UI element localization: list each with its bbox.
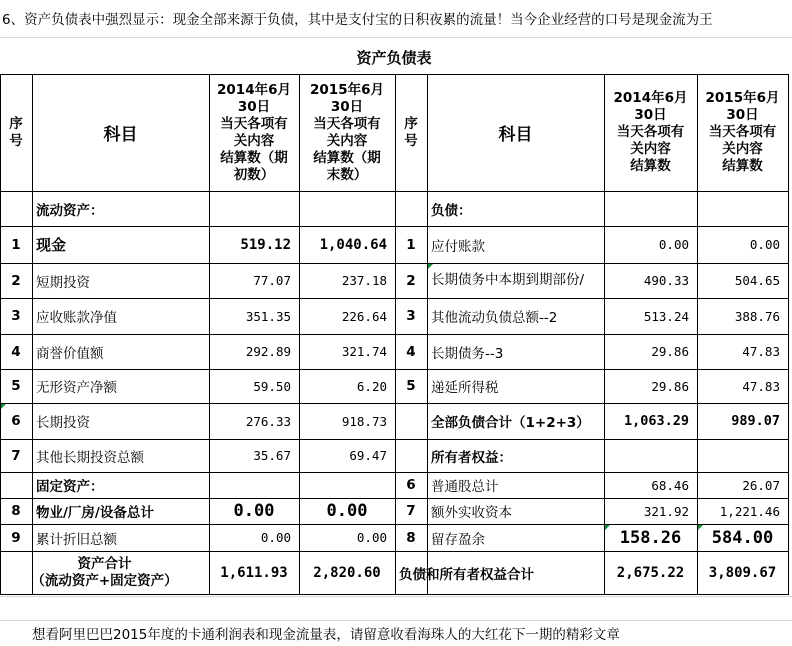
- row-number-right: 6: [406, 477, 416, 493]
- row-value-2014: [209, 472, 299, 498]
- header-line: 关内容: [233, 132, 275, 149]
- row-value-2015: [299, 191, 395, 226]
- row-subject-right: 递延所得税: [431, 380, 499, 396]
- header-line: 2015年6月: [705, 90, 780, 106]
- subject-header-right: 科目: [498, 125, 533, 145]
- row-value-2015-right: 388.76: [734, 308, 780, 324]
- row-subject-right: 额外实收资本: [431, 505, 512, 521]
- row-subject: 流动资产：: [36, 202, 104, 219]
- left-col1-header: [209, 74, 299, 191]
- row-subject-right: 全部负债合计（1+2+3）: [431, 415, 590, 431]
- intro-text: 6、资产负债表中强烈显示：现金全部来源于负债，其中是支付宝的日积夜累的流量！当今企业经营的口号是现金流为王: [2, 12, 713, 28]
- row-value-2014-right: 321.92: [643, 503, 689, 519]
- seq-header: 序 号: [9, 115, 23, 149]
- row-number-right: 2: [406, 272, 416, 289]
- header-line: 关内容: [326, 132, 368, 149]
- seq-header-right: 序 号: [404, 115, 418, 149]
- row-value-2015-right: [697, 439, 788, 472]
- grid-line: [0, 596, 792, 597]
- left-col2-header: [299, 74, 395, 191]
- total-liabilities-equity-label: 负债和所有者权益合计: [399, 566, 534, 583]
- row-subject: 固定资产：: [36, 479, 104, 495]
- header-line: 2014年6月: [613, 90, 688, 106]
- row-value-2014-right: 158.26: [619, 527, 682, 548]
- header-line: 结算数: [630, 158, 671, 174]
- row-value-2014: 77.07: [253, 273, 291, 288]
- header-line: 当天各项有: [616, 124, 685, 140]
- right-col2-header: [697, 74, 788, 191]
- row-value-2014: 292.89: [245, 344, 291, 359]
- row-value-2014: 351.35: [245, 308, 291, 324]
- row-value-2014-right: 0.00: [658, 237, 689, 252]
- row-number: 6: [11, 413, 21, 429]
- row-value-2014-right: 29.86: [651, 378, 689, 394]
- row-subject: 累计折旧总额: [36, 531, 117, 548]
- row-value-2014-right: [604, 191, 697, 226]
- header-line: 30日: [634, 107, 667, 123]
- row-value-2015-right: 504.65: [734, 273, 780, 288]
- row-number-right: 8: [406, 529, 416, 546]
- cell-marker-icon: [605, 525, 610, 530]
- total-liabilities-2015: 3,809.67: [708, 564, 777, 581]
- total-liabilities-2014: 2,675.22: [616, 564, 685, 581]
- row-value-2015: 918.73: [341, 413, 387, 429]
- row-number: 8: [11, 503, 21, 519]
- header-line: 关内容: [722, 141, 763, 157]
- row-number-right: 4: [406, 343, 416, 360]
- row-number: [0, 191, 32, 226]
- row-value-2015: 0.00: [356, 530, 387, 545]
- footer-text: 想看阿里巴巴2015年度的卡通利润表和现金流量表，请留意收看海珠人的大红花下一期的精彩文章: [32, 627, 620, 643]
- row-value-2015-right: 584.00: [711, 527, 774, 548]
- header-line: 30日: [330, 98, 364, 115]
- row-value-2015-right: 0.00: [749, 237, 780, 252]
- row-number: 2: [11, 272, 21, 289]
- row-subject: 短期投资: [36, 274, 90, 291]
- row-subject-right: 长期债务--3: [431, 345, 504, 362]
- row-value-2015: [299, 472, 395, 498]
- row-number: 9: [11, 529, 21, 546]
- row-subject-right: 留存盈余: [431, 531, 485, 548]
- row-subject-right: 长期债务中本期到期部份/: [431, 272, 585, 288]
- row-subject: 其他长期投资总额: [36, 449, 144, 466]
- row-number: 5: [11, 378, 21, 394]
- row-number-right: [395, 439, 427, 472]
- row-value-2015: 0.00: [326, 501, 368, 521]
- header-line: 结算数: [722, 158, 763, 174]
- row-subject: 应收账款净值: [36, 310, 117, 326]
- row-subject: 现金: [36, 236, 67, 254]
- row-value-2014-right: 513.24: [643, 308, 689, 324]
- header-line: 2014年6月: [217, 81, 291, 98]
- row-value-2014-right: [604, 439, 697, 472]
- header-line: 当天各项有: [313, 115, 381, 132]
- row-value-2014: [209, 191, 299, 226]
- row-value-2014: 276.33: [245, 413, 291, 429]
- row-value-2014: 0.00: [260, 530, 291, 545]
- row-number-right: [395, 403, 427, 439]
- row-subject: 商誉价值额: [36, 345, 104, 362]
- row-value-2015: 1,040.64: [319, 236, 387, 253]
- row-value-2015-right: 47.83: [742, 344, 780, 359]
- row-value-2014-right: 490.33: [643, 273, 689, 288]
- header-line: 初数）: [233, 166, 275, 183]
- row-subject-right: 普通股总计: [431, 479, 499, 495]
- row-number: 4: [11, 343, 21, 360]
- row-value-2014: 59.50: [253, 378, 291, 394]
- row-number-right: 1: [406, 236, 416, 253]
- row-value-2015-right: [697, 191, 788, 226]
- row-number-right: 3: [406, 308, 416, 324]
- table-title: 资产负债表: [356, 48, 432, 67]
- row-value-2015-right: 989.07: [731, 413, 780, 429]
- header-line: 结算数（期: [313, 149, 381, 166]
- header-line: 2015年6月: [310, 81, 384, 98]
- row-number-right: 5: [406, 378, 416, 394]
- cell-marker-icon: [698, 525, 703, 530]
- row-subject-right: 其他流动负债总额--2: [431, 310, 558, 326]
- row-value-2015: 69.47: [349, 448, 387, 463]
- row-value-2015: 6.20: [356, 378, 387, 394]
- row-value-2015-right: 47.83: [742, 378, 780, 394]
- grid-line: [0, 37, 792, 38]
- header-line: 结算数（期: [220, 149, 288, 166]
- header-line: 30日: [726, 107, 759, 123]
- row-value-2015: 237.18: [341, 273, 387, 288]
- row-value-2014-right: 68.46: [651, 477, 689, 493]
- subject-header: 科目: [103, 125, 138, 145]
- row-value-2014: 35.67: [253, 448, 291, 463]
- total-assets-2015: 2,820.60: [313, 564, 381, 581]
- row-number: [0, 472, 32, 498]
- row-value-2014-right: 1,063.29: [623, 413, 689, 429]
- row-subject-right: 应付账款: [431, 238, 485, 255]
- header-line: 关内容: [630, 141, 671, 157]
- cell-marker-icon: [428, 264, 433, 269]
- row-subject: 长期投资: [36, 415, 90, 431]
- header-line: 当天各项有: [708, 124, 777, 140]
- row-value-2015: 226.64: [341, 308, 387, 324]
- total-label-line: （流动资产+固定资产）: [31, 572, 178, 589]
- cell-marker-icon: [1, 404, 6, 409]
- row-subject: 无形资产净额: [36, 380, 117, 396]
- total-assets-2014: 1,611.93: [220, 564, 288, 581]
- row-value-2014-right: 29.86: [651, 344, 689, 359]
- row-number: 1: [11, 236, 21, 253]
- row-number: 3: [11, 308, 21, 324]
- row-number-right: 7: [406, 503, 416, 519]
- row-value-2015-right: 1,221.46: [719, 503, 780, 519]
- header-line: 末数）: [326, 166, 368, 183]
- row-subject: 物业/厂房/设备总计: [36, 505, 154, 521]
- row-value-2014: 519.12: [240, 236, 291, 253]
- row-value-2014: 0.00: [233, 501, 275, 521]
- row-number-right: [395, 191, 427, 226]
- grid-line: [788, 74, 789, 595]
- header-line: 30日: [237, 98, 271, 115]
- row-number: 7: [11, 447, 21, 464]
- row-value-2015: 321.74: [341, 344, 387, 359]
- total-label-line: 资产合计: [77, 555, 132, 572]
- row-value-2015-right: 26.07: [742, 477, 780, 493]
- row-subject-right: 所有者权益：: [431, 449, 512, 466]
- header-line: 当天各项有: [220, 115, 288, 132]
- right-col1-header: [604, 74, 697, 191]
- row-subject-right: 负债：: [431, 202, 472, 219]
- total-assets-label: [0, 551, 209, 594]
